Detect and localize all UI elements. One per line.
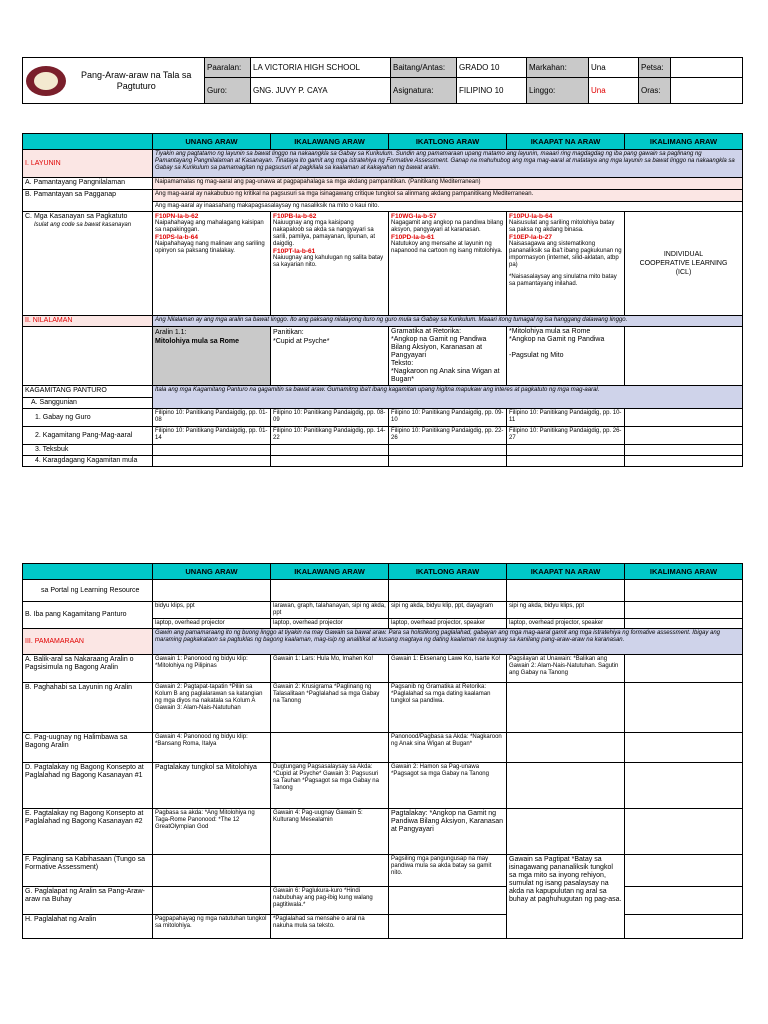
day2-header: IKALAWANG ARAW: [271, 134, 389, 150]
day3-header: IKATLONG ARAW: [389, 564, 507, 580]
competency: Naisasagawa ang sistematikong pananaliksik sa iba't ibang pagkukunan ng impormasyon (internet, silid-aklatan, atbp pa): [509, 241, 622, 268]
pagtalakay2-day2: Gawain 4: Pag-uugnay Gawain 5: Kulturang Mesealamin: [271, 809, 389, 855]
paglalapat-label: G. Paglalapat ng Aralin sa Pang-Araw-araw na Buhay: [23, 887, 153, 915]
teksbuk-label: 3. Teksbuk: [23, 445, 153, 456]
paglalahat-day2: *Paglalahad sa mensahe o aral na nakuha mula sa teksto.: [271, 915, 389, 939]
gramatika-topic: *Angkop na Gamit ng Pandiwa Bilang Aksiyon, Karanasan at Pangyayari: [391, 336, 487, 359]
kasanayan-day3: [389, 212, 507, 316]
paghahabi-day1: Gawain 2: Pagtapat-tapatin *Piliin sa Kolum B ang paglalarawan sa katangian ng mga diyos na nakatala sa Kolum A Gawain 3: Alam-Nais-Natutuhan: [153, 683, 271, 733]
kagamitan-mag-aaral-day4: Filipino 10: Panitikang Pandaigdig, pp. 26-27: [507, 427, 625, 445]
kagamitan-mag-aaral-day2: Filipino 10: Panitikang Pandaigdig, pp. 14-22: [271, 427, 389, 445]
corner-cell: [23, 564, 153, 580]
day5-header: IKALIMANG ARAW: [625, 564, 743, 580]
kasanayan-sub: Isulat ang code sa bawat kasanayan: [34, 222, 132, 228]
pagtalakay1-day2: Dugtungang Pagsasalaysay sa Akda: *Cupid at Psyche* Gawain 3: Pagsusuri sa Tauhan *Pagsagot sa mga Gabay na Tanong: [271, 763, 389, 809]
kagamitan-mag-aaral-day5: [625, 427, 743, 445]
code: F10EP-Ia-b-27: [509, 234, 552, 241]
iba-label: B. Iba pang Kagamitang Panturo: [23, 602, 153, 629]
teksto-label: Teksto:: [391, 360, 414, 367]
kagamitan-mag-aaral-day3: Filipino 10: Panitikang Pandaigdig, pp. 22-26: [389, 427, 507, 445]
teksbuk-day5: [625, 445, 743, 456]
iba-day2-equipment: laptop, overhead projector: [271, 619, 389, 629]
iba-day1-materials: bidyu klips, ppt: [153, 602, 271, 619]
pamantayan-pagganap-note: Ang mag-aaral ay inaasahang makapagsasalaysay ng nasaliksik na mito o kaui nito.: [153, 202, 743, 212]
pagtalakay1-day4: [507, 763, 625, 809]
competency: *Naisasalaysay ang sinulatna mito batay sa pamantayang inilahad.: [509, 274, 617, 287]
pagtalakay1-day3: Gawain 2: Hamon sa Pag-unawa *Pagsagot sa mga Gabay na Tanong: [389, 763, 507, 809]
iba-day2-materials: larawan, graph, talahanayan, sipi ng akda, ppt: [271, 602, 389, 619]
linggo-label: Linggo:: [527, 78, 589, 104]
pag-uugnay-day3: Panonood/Pagbasa sa Akda: *Nagkaroon ng Anak sina Wigan at Bugan*: [389, 733, 507, 763]
code: F10PU-Ia-b-64: [509, 213, 553, 220]
pamamaraan-text: Gawin ang pamamaraang ito ng buong linggo at tiyakin na may Gawain sa bawat araw. Para sa holistikong paglalahad, gabayan ang mga mag-aaral gamit ang mga istratehiya ng formative assessment. Ibigay ang maraming pagkakataon sa pagtuklas ng bagong kaalaman, mag-isip ng analitikal at kusang magtaya ng dating kaalaman na iuugnay sa kanilang pang-araw-araw na karanasan.: [153, 629, 743, 655]
balik-aral-day3: Gawain 1: Eksenang Lawe Ko, Isarte Ko!: [389, 655, 507, 683]
paglalahat-day1: Pagpapahayag ng mga natutuhan tungkol sa mitolohiya.: [153, 915, 271, 939]
pamantayang-pangnilalaman-text: Naipamamalas ng mag-aaral ang pag-unawa at pagpapahalaga sa mga akdang pampanitikan. (Panitikang Mediterranean): [153, 178, 743, 190]
pag-uugnay-day1: Gawain 4: Panonood ng bidyu klip: *Bansang Roma, Italya: [153, 733, 271, 763]
pag-uugnay-label: C. Pag-uugnay ng Halimbawa sa Bagong Aralin: [23, 733, 153, 763]
gabay-guro-day3: Filipino 10: Panitikang Pandaigdig, pp. 09-10: [389, 409, 507, 427]
pag-uugnay-day5: [625, 733, 743, 763]
paaralan-label: Paaralan:: [205, 58, 251, 78]
karagdagang-day1: [153, 456, 271, 467]
kasanayan-label: C. Mga Kasanayan sa Pagkatuto: [25, 213, 128, 220]
topic: *Mitolohiya mula sa Rome: [509, 328, 591, 335]
paglalapat-day3: [389, 887, 507, 915]
code: F10WG-Ia-b-57: [391, 213, 437, 220]
oras-value: [671, 78, 743, 104]
guro-label: Guro:: [205, 78, 251, 104]
kasanayan-day1: [153, 212, 271, 316]
code: F10PB-Ia-b-62: [273, 213, 317, 220]
day1-header: UNANG ARAW: [153, 134, 271, 150]
nilalaman-day2: [271, 327, 389, 386]
paaralan-value: LA VICTORIA HIGH SCHOOL: [251, 58, 391, 78]
gabay-guro-day2: Filipino 10: Panitikang Pandaigdig, pp. 08-09: [271, 409, 389, 427]
balik-aral-day5: [625, 655, 743, 683]
paglalahat-day3: [389, 915, 507, 939]
day3-header: IKATLONG ARAW: [389, 134, 507, 150]
karagdagang-day5: [625, 456, 743, 467]
paglalahat-day5: [625, 915, 743, 939]
kasanayan-day4: [507, 212, 625, 316]
balik-aral-label: A. Balik-aral sa Nakaraang Aralin o Pagsisimula ng Bagong Aralin: [23, 655, 153, 683]
balik-aral-day1: Gawain 1: Panonood ng bidyu klip: *Mitolohiya ng Pilipinas: [153, 655, 271, 683]
code: F10PT-Ia-b-61: [273, 248, 316, 255]
paglalapat-day2: Gawain 6: Paglukura-kuro *Hindi nabubuhay ang pag-ibig kung walang pagtitiwala.*: [271, 887, 389, 915]
paghahabi-day4: [507, 683, 625, 733]
kabihasaan-day3: Pagsiling mga pangungusap na may pandiwa mula sa akda batay sa gamit nito.: [389, 855, 507, 887]
petsa-label: Petsa:: [639, 58, 671, 78]
pagtalakay2-day4: [507, 809, 625, 855]
pagtalakay1-label: D. Pagtalakay ng Bagong Konsepto at Paglalahad ng Bagong Kasanayan #1: [23, 763, 153, 809]
nilalaman-day4: [507, 327, 625, 386]
pamantayang-pangnilalaman-label: A. Pamantayang Pangnilalaman: [23, 178, 153, 190]
paglalahat-label: H. Paglalahat ng Aralin: [23, 915, 153, 939]
karagdagang-label: 4. Karagdagang Kagamitan mula: [23, 456, 153, 467]
pagtalakay2-day5: [625, 809, 743, 855]
nilalaman-day3: [389, 327, 507, 386]
day1-header: UNANG ARAW: [153, 564, 271, 580]
kagamitan-text: Itala ang mga Kagamitang Panturo na gagamitin sa bawat araw. Gumamitng iba't ibang kagamitan upang higitna mapukaw ang interes at pagkatuto ng mga mag-aaral.: [153, 386, 743, 409]
competency: Naiuugnay ang kahulugan ng salita batay sa kayarian nito.: [273, 255, 384, 268]
nilalaman-label: II. NILALAMAN: [23, 316, 153, 327]
paghahabi-label: B. Paghahabi sa Layunin ng Aralin: [23, 683, 153, 733]
competency: Nagagamit ang angkop na pandiwa bilang aksyon, pangyayari at karanasan.: [391, 220, 504, 233]
portal-label: sa Portal ng Learning Resource: [23, 580, 153, 602]
paghahabi-day3: Pagsanib ng Gramatika at Retorika: *Paglalahad sa mga dating kaalaman tungkol sa pandiwa.: [389, 683, 507, 733]
pagtalakay2-day3: Pagtalakay: *Angkop na Gamit ng Pandiwa Bilang Aksiyon, Karanasan at Pangyayari: [389, 809, 507, 855]
kagamitan-mag-aaral-day1: Filipino 10: Panitikang Pandaigdig, pp. 01-14: [153, 427, 271, 445]
portal-day1: [153, 580, 271, 602]
iba-day3-equipment: laptop, overhead projector, speaker: [389, 619, 507, 629]
gabay-guro-day5: [625, 409, 743, 427]
karagdagang-day2: [271, 456, 389, 467]
pagtalakay1-day5: [625, 763, 743, 809]
portal-day3: [389, 580, 507, 602]
baitang-label: Baitang/Antas:: [391, 58, 457, 78]
kagamitan-mag-aaral-label: 2. Kagamitang Pang-Mag-aaral: [23, 427, 153, 445]
paghahabi-day5: [625, 683, 743, 733]
iba-day3-materials: sipi ng akda, bidyu klip, ppt, dayagram: [389, 602, 507, 619]
form-title: Pang-Araw-araw na Tala sa Pagtuturo: [69, 58, 205, 104]
day5-header: IKALIMANG ARAW: [625, 134, 743, 150]
nilalaman-text: Ang Nilalaman ay ang mga aralin sa bawat linggo. Ito ang paksang nilalayong ituro ng guro mula sa Gabay sa Kurikulum. Maaari itong tumagal ng isa hanggang dalawang linggo.: [153, 316, 743, 327]
seal-icon: [26, 66, 66, 96]
kasanayan-day5: INDIVIDUAL COOPERATIVE LEARNING (ICL): [625, 212, 743, 316]
guro-value: GNG. JUVY P. CAYA: [251, 78, 391, 104]
iba-day5-materials: [625, 602, 743, 619]
aralin-number: Aralin 1.1:: [155, 329, 187, 336]
gabay-guro-label: 1. Gabay ng Guro: [23, 409, 153, 427]
school-logo: [23, 58, 69, 104]
competency: Natutukoy ang mensahe at layunin ng napanood na cartoon ng isang mitolohiya.: [391, 241, 503, 254]
kabihasaan-day2: [271, 855, 389, 887]
teksbuk-day4: [507, 445, 625, 456]
linggo-value: Una: [589, 78, 639, 104]
paghahabi-day2: Gawain 2: Krusigrama *Paglinang ng Talasalitaan *Paglalahad sa mga Gabay na Tanong: [271, 683, 389, 733]
teksbuk-day3: [389, 445, 507, 456]
baitang-value: GRADO 10: [457, 58, 527, 78]
nilalaman-blank: [23, 327, 153, 386]
layunin-label: I. LAYUNIN: [23, 150, 153, 178]
kabihasaan-day4: Gawain sa Pagtipat *Batay sa isinagawang pananaliksik tungkol sa mga mito sa inyong rehiyon, sumulat ng isang pasalaysay na akda na kapupulutan ng aral sa buhay at paghuhugutan ng pag-asa.: [507, 855, 625, 939]
code: F10PN-Ia-b-62: [155, 213, 199, 220]
corner-cell: [23, 134, 153, 150]
asignatura-value: FILIPINO 10: [457, 78, 527, 104]
balik-aral-day4: Pagsilayan at Unawain: *Balikan ang Gawain 2: Alam-Nais-Natutuhan. Sagutin ang Gabay na Tanong: [507, 655, 625, 683]
day4-header: IKAAPAT NA ARAW: [507, 134, 625, 150]
iba-day5-equipment: [625, 619, 743, 629]
kagamitan-label: KAGAMITANG PANTURO: [23, 386, 153, 398]
markahan-label: Markahan:: [527, 58, 589, 78]
gramatika-label: Gramatika at Retorika:: [391, 328, 462, 335]
teksto-title: *Nagkaroon ng Anak sina Wigan at Bugan*: [391, 368, 500, 383]
karagdagang-day4: [507, 456, 625, 467]
pamantayan-pagganap-label: B. Pamantayan sa Pagganap: [23, 190, 153, 212]
code: F10PD-Ia-b-61: [391, 234, 435, 241]
nilalaman-day1: [153, 327, 271, 386]
header-table: [22, 57, 743, 104]
day4-header: IKAAPAT NA ARAW: [507, 564, 625, 580]
paglalapat-day1: [153, 887, 271, 915]
lesson-table-page1: [22, 133, 743, 467]
competency: Naipahahayag ang mahalagang kaisipan sa napakinggan.: [155, 220, 264, 233]
pag-uugnay-day2: [271, 733, 389, 763]
pagtalakay2-day1: Pagbasa sa akda: *Ang Mitolohiya ng Taga-Rome Panonood: *The 12 GreatOlympian God: [153, 809, 271, 855]
pamantayan-pagganap-text: Ang mag-aaral ay nakabubuo ng kritikal na pagsusuri sa mga isinagawang critique tungkol sa alinmang akdang pampanitikang Mediterranean.: [153, 190, 743, 202]
topic: -Pagsulat ng Mito: [509, 352, 564, 359]
iba-day4-materials: sipi ng akda, bidyu klips, ppt: [507, 602, 625, 619]
competency: Naipahahayag nang malinaw ang sariling opinyon sa paksang tinalakay.: [155, 241, 265, 254]
aralin-title: Mitolohiya mula sa Rome: [155, 338, 240, 345]
gabay-guro-day4: Filipino 10: Panitikang Pandaigdig, pp. 10-11: [507, 409, 625, 427]
portal-day2: [271, 580, 389, 602]
paglalapat-day5: [625, 887, 743, 915]
pagtalakay1-day1: Pagtalakay tungkol sa Mitolohiya: [153, 763, 271, 809]
competency: Naisusulat ang sariling mitolohiya batay sa paksa ng akdang binasa.: [509, 220, 615, 233]
oras-label: Oras:: [639, 78, 671, 104]
layunin-text: Tiyakin ang pagtatamo ng layunin sa bawat linggo na nakaangkla sa Gabay sa Kurikulum. Sundin ang pamamaraan upang matamo ang layunin, maaari ring magdagdag ng iba pang gawain sa paglinang ng Pamantayang Pangnilalaman at Kasanayan. Tinataya ito gamit ang mga istratehiya ng Formative Assessment. Ganap na mahuhubog ang mga mag-aaral at matataya ang mga layunin sa bawat linggo na nakaangkla sa Gabay sa Kurikulum sa pamamagitan ng pagsusuri at pagkilala sa kaalaman at kakayahan ng bawat aralin.: [153, 150, 743, 178]
teksbuk-day2: [271, 445, 389, 456]
iba-day1-equipment: laptop, overhead projector: [153, 619, 271, 629]
kasanayan-cell: [23, 212, 153, 316]
karagdagang-day3: [389, 456, 507, 467]
panitikan-title: *Cupid at Psyche*: [273, 338, 330, 345]
kabihasaan-label: F. Paglinang sa Kabihasaan (Tungo sa Formative Assessment): [23, 855, 153, 887]
competency: Naiuugnay ang mga kaisipang nakapaloob sa akda sa nangyayari sa sarili, pamilya, pamayanan, lipunan, at daigdig.: [273, 220, 376, 247]
pagtalakay2-label: E. Pagtalakay ng Bagong Konsepto at Paglalahad ng Bagong Kasanayan #2: [23, 809, 153, 855]
code: F10PS-Ia-b-64: [155, 234, 198, 241]
pag-uugnay-day4: [507, 733, 625, 763]
markahan-value: Una: [589, 58, 639, 78]
kabihasaan-day5: [625, 855, 743, 887]
lesson-table-page2: [22, 563, 743, 939]
balik-aral-day2: Gawain 1: Lars: Hula Mo, Imahen Ko!: [271, 655, 389, 683]
kabihasaan-day1: [153, 855, 271, 887]
sanggunian-label: A. Sanggunian: [23, 398, 153, 409]
pamamaraan-label: III. PAMAMARAAN: [23, 629, 153, 655]
iba-day4-equipment: laptop, overhead projector, speaker: [507, 619, 625, 629]
gabay-guro-day1: Filipino 10: Panitikang Pandaigdig, pp. 01-08: [153, 409, 271, 427]
teksbuk-day1: [153, 445, 271, 456]
portal-day5: [625, 580, 743, 602]
panitikan-label: Panitikan:: [273, 329, 304, 336]
day2-header: IKALAWANG ARAW: [271, 564, 389, 580]
kasanayan-day2: [271, 212, 389, 316]
nilalaman-day5: [625, 327, 743, 386]
portal-day4: [507, 580, 625, 602]
asignatura-label: Asignatura:: [391, 78, 457, 104]
topic: *Angkop na Gamit ng Pandiwa: [509, 336, 605, 343]
petsa-value: [671, 58, 743, 78]
